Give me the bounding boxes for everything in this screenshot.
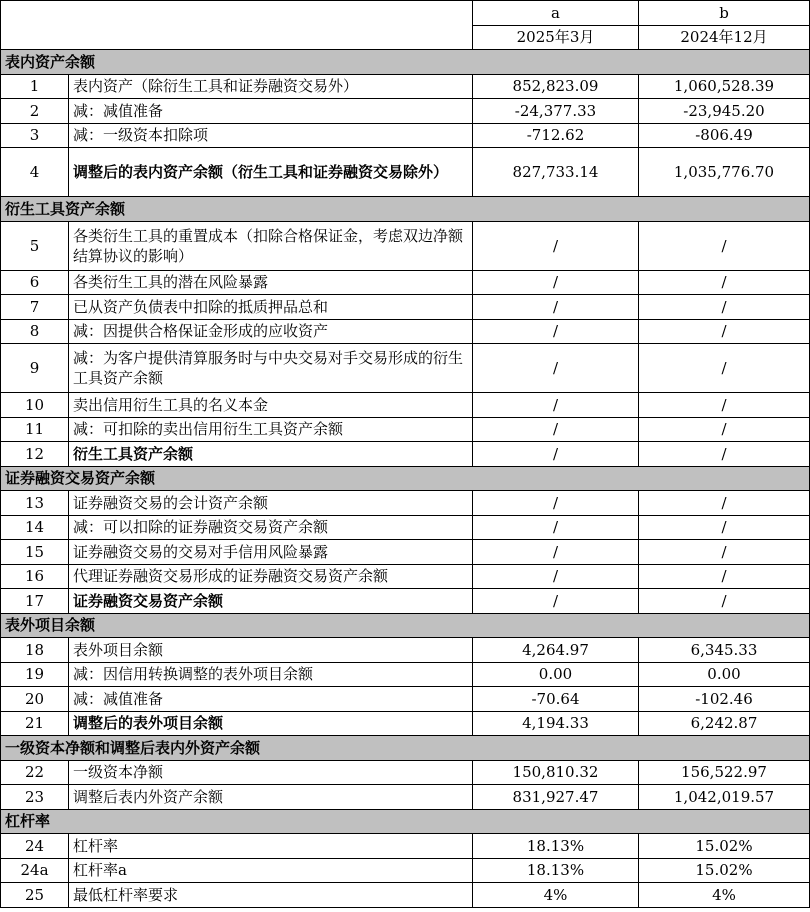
table-body — [1, 1, 810, 908]
row-label: 各类衍生工具的潜在风险暴露 — [69, 270, 473, 295]
table-row — [1, 344, 810, 393]
row-label: 证券融资交易的交易对手信用风险暴露 — [69, 540, 473, 565]
value-b: 4% — [639, 883, 810, 908]
row-number: 6 — [1, 270, 69, 295]
row-label: 减：减值准备 — [69, 99, 473, 124]
column-key-row — [1, 1, 810, 26]
section-title: 表内资产余额 — [1, 50, 810, 75]
row-number: 17 — [1, 589, 69, 614]
table-row — [1, 564, 810, 589]
table-row — [1, 270, 810, 295]
table-row — [1, 711, 810, 736]
section-header-row — [1, 466, 810, 491]
value-b: / — [639, 319, 810, 344]
row-number: 14 — [1, 515, 69, 540]
table-row — [1, 858, 810, 883]
row-label: 调整后表内外资产余额 — [69, 785, 473, 810]
section-header-row — [1, 197, 810, 222]
table-row — [1, 589, 810, 614]
row-label: 表外项目余额 — [69, 638, 473, 663]
row-number: 2 — [1, 99, 69, 124]
row-number: 13 — [1, 491, 69, 516]
row-label: 一级资本净额 — [69, 760, 473, 785]
row-number: 20 — [1, 687, 69, 712]
value-b: 1,060,528.39 — [639, 74, 810, 99]
section-header-row — [1, 613, 810, 638]
row-number: 12 — [1, 442, 69, 467]
value-a: -24,377.33 — [473, 99, 639, 124]
row-label: 减：因提供合格保证金形成的应收资产 — [69, 319, 473, 344]
value-b: -806.49 — [639, 123, 810, 148]
row-label: 减：因信用转换调整的表外项目余额 — [69, 662, 473, 687]
row-number: 3 — [1, 123, 69, 148]
table-row — [1, 295, 810, 320]
value-a: -70.64 — [473, 687, 639, 712]
value-b: / — [639, 344, 810, 393]
row-number: 18 — [1, 638, 69, 663]
row-number: 24a — [1, 858, 69, 883]
value-a: 4,194.33 — [473, 711, 639, 736]
value-a: 4% — [473, 883, 639, 908]
table-row — [1, 662, 810, 687]
row-number: 9 — [1, 344, 69, 393]
table-row — [1, 540, 810, 565]
table-row — [1, 785, 810, 810]
table-row — [1, 638, 810, 663]
row-number: 11 — [1, 417, 69, 442]
row-number: 21 — [1, 711, 69, 736]
value-a: / — [473, 344, 639, 393]
table-row — [1, 442, 810, 467]
table-row — [1, 221, 810, 270]
row-label: 减：减值准备 — [69, 687, 473, 712]
row-number: 1 — [1, 74, 69, 99]
row-label: 证券融资交易的会计资产余额 — [69, 491, 473, 516]
table-row — [1, 883, 810, 908]
table-row — [1, 148, 810, 197]
row-number: 5 — [1, 221, 69, 270]
value-b: / — [639, 589, 810, 614]
row-number: 24 — [1, 834, 69, 859]
value-b: -23,945.20 — [639, 99, 810, 124]
value-b: 1,042,019.57 — [639, 785, 810, 810]
table-row — [1, 417, 810, 442]
row-number: 22 — [1, 760, 69, 785]
value-b: / — [639, 515, 810, 540]
value-a: 18.13% — [473, 834, 639, 859]
value-a: / — [473, 295, 639, 320]
value-b: 15.02% — [639, 858, 810, 883]
row-number: 16 — [1, 564, 69, 589]
value-a: / — [473, 393, 639, 418]
row-label: 减：可以扣除的证券融资交易资产余额 — [69, 515, 473, 540]
value-b: 156,522.97 — [639, 760, 810, 785]
row-label: 表内资产（除衍生工具和证券融资交易外） — [69, 74, 473, 99]
value-a: / — [473, 515, 639, 540]
value-a: / — [473, 442, 639, 467]
table-row — [1, 393, 810, 418]
column-date-row — [1, 25, 810, 50]
value-b: 15.02% — [639, 834, 810, 859]
column-b-date: 2024年12月 — [639, 25, 810, 50]
value-a: -712.62 — [473, 123, 639, 148]
value-a: 852,823.09 — [473, 74, 639, 99]
row-label: 代理证券融资交易形成的证券融资交易资产余额 — [69, 564, 473, 589]
value-a: 831,927.47 — [473, 785, 639, 810]
value-a: / — [473, 319, 639, 344]
header-blank-cell — [1, 25, 473, 50]
value-b: / — [639, 564, 810, 589]
table-row — [1, 687, 810, 712]
section-title: 一级资本净额和调整后表内外资产余额 — [1, 736, 810, 761]
value-b: / — [639, 295, 810, 320]
row-label: 调整后的表外项目余额 — [69, 711, 473, 736]
value-a: 150,810.32 — [473, 760, 639, 785]
row-label: 减：为客户提供清算服务时与中央交易对手交易形成的衍生工具资产余额 — [69, 344, 473, 393]
header-blank-cell — [1, 1, 473, 26]
column-a-key: a — [473, 1, 639, 26]
row-label: 调整后的表内资产余额（衍生工具和证券融资交易除外） — [69, 148, 473, 197]
section-title: 证券融资交易资产余额 — [1, 466, 810, 491]
value-b: / — [639, 393, 810, 418]
row-label: 减：一级资本扣除项 — [69, 123, 473, 148]
table-row — [1, 760, 810, 785]
table-row — [1, 491, 810, 516]
value-a: / — [473, 564, 639, 589]
row-label: 各类衍生工具的重置成本（扣除合格保证金，考虑双边净额结算协议的影响） — [69, 221, 473, 270]
value-a: / — [473, 221, 639, 270]
row-label: 最低杠杆率要求 — [69, 883, 473, 908]
value-b: -102.46 — [639, 687, 810, 712]
value-a: / — [473, 589, 639, 614]
section-title: 杠杆率 — [1, 809, 810, 834]
value-b: / — [639, 442, 810, 467]
section-header-row — [1, 809, 810, 834]
value-a: / — [473, 270, 639, 295]
row-label: 杠杆率a — [69, 858, 473, 883]
value-a: 4,264.97 — [473, 638, 639, 663]
row-number: 15 — [1, 540, 69, 565]
table-row — [1, 515, 810, 540]
table-row — [1, 99, 810, 124]
row-label: 卖出信用衍生工具的名义本金 — [69, 393, 473, 418]
row-number: 8 — [1, 319, 69, 344]
value-b: / — [639, 491, 810, 516]
table-row — [1, 319, 810, 344]
section-title: 衍生工具资产余额 — [1, 197, 810, 222]
value-b: / — [639, 540, 810, 565]
table-row — [1, 74, 810, 99]
value-b: 6,242.87 — [639, 711, 810, 736]
row-number: 19 — [1, 662, 69, 687]
row-label: 杠杆率 — [69, 834, 473, 859]
section-header-row — [1, 50, 810, 75]
row-number: 7 — [1, 295, 69, 320]
value-b: / — [639, 270, 810, 295]
row-label: 减：可扣除的卖出信用衍生工具资产余额 — [69, 417, 473, 442]
row-number: 23 — [1, 785, 69, 810]
value-b: / — [639, 221, 810, 270]
column-a-date: 2025年3月 — [473, 25, 639, 50]
table-row — [1, 123, 810, 148]
row-label: 证券融资交易资产余额 — [69, 589, 473, 614]
column-b-key: b — [639, 1, 810, 26]
value-a: 827,733.14 — [473, 148, 639, 197]
table-row — [1, 834, 810, 859]
value-a: 0.00 — [473, 662, 639, 687]
row-number: 10 — [1, 393, 69, 418]
value-a: / — [473, 417, 639, 442]
value-b: 6,345.33 — [639, 638, 810, 663]
value-b: 0.00 — [639, 662, 810, 687]
value-a: 18.13% — [473, 858, 639, 883]
row-number: 25 — [1, 883, 69, 908]
row-number: 4 — [1, 148, 69, 197]
section-header-row — [1, 736, 810, 761]
value-b: 1,035,776.70 — [639, 148, 810, 197]
row-label: 衍生工具资产余额 — [69, 442, 473, 467]
value-a: / — [473, 491, 639, 516]
row-label: 已从资产负债表中扣除的抵质押品总和 — [69, 295, 473, 320]
section-title: 表外项目余额 — [1, 613, 810, 638]
value-b: / — [639, 417, 810, 442]
value-a: / — [473, 540, 639, 565]
